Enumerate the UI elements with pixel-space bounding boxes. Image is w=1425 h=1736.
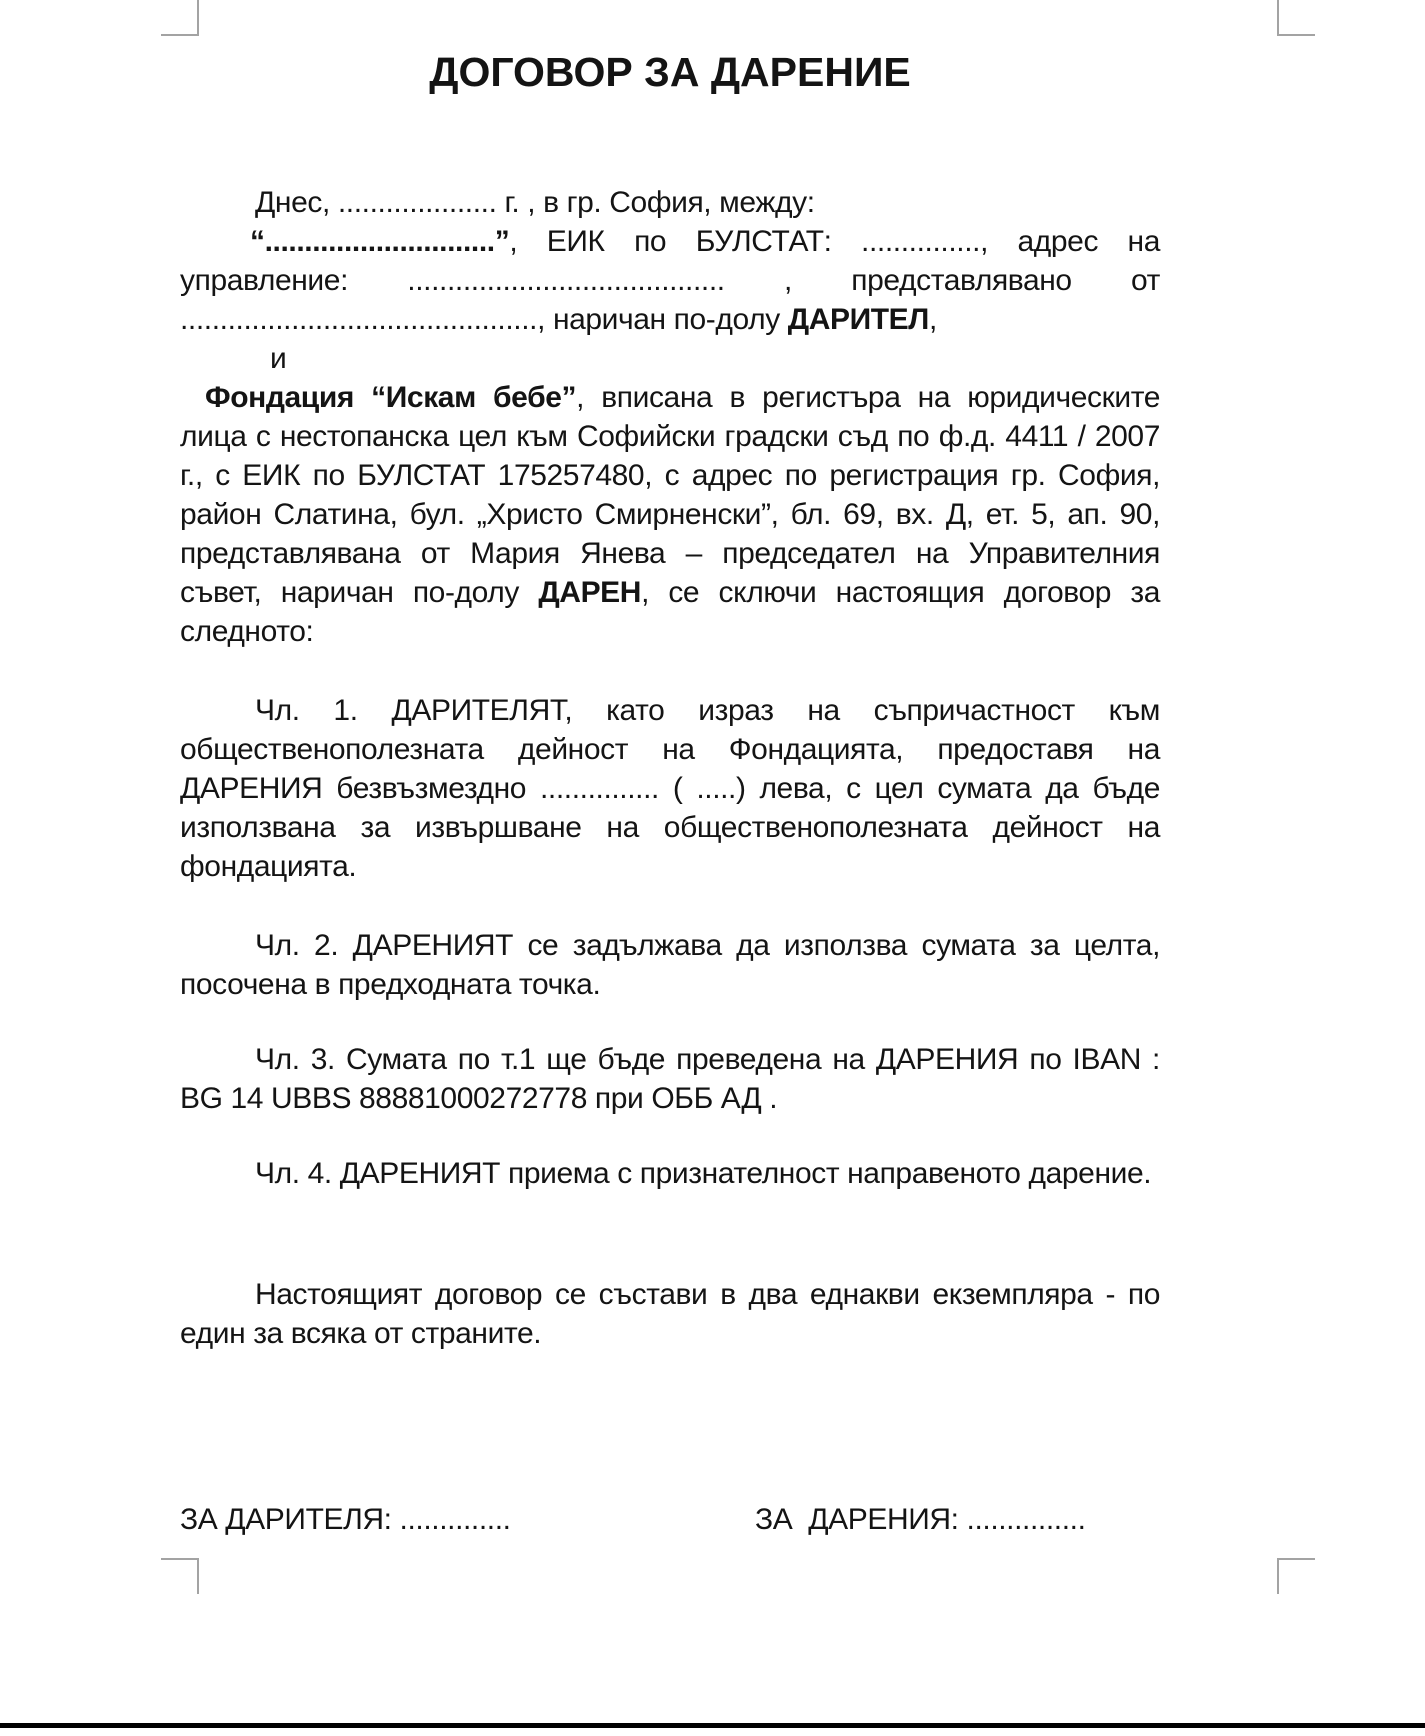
signature-donee: ЗА ДАРЕНИЯ: ............... xyxy=(755,1503,1086,1537)
daren-term: ДАРЕН xyxy=(538,576,642,610)
article-1-text: Чл. 1. ДАРИТЕЛЯТ, като израз на съпричастност към общественополезната дейност на Фондацията, предоставя на ДАРЕНИЯ безвъзмездно ............... ( .....) лева, с цел сумата да бъде използвана за извършване на общественополезната дейност на фондацията. xyxy=(180,694,1160,884)
paragraph-article-4 xyxy=(180,1154,1160,1193)
page-title: ДОГОВОР ЗА ДАРЕНИЕ xyxy=(429,49,911,95)
conjunction-text: и xyxy=(270,342,287,376)
paragraph-donor xyxy=(180,222,1160,339)
paragraph-closing xyxy=(180,1275,1160,1353)
article-4-text: Чл. 4. ДАРЕНИЯТ приема с признателност направеното дарение. xyxy=(255,1157,1152,1191)
paragraph-conjunction xyxy=(180,339,1160,378)
article-2-text: Чл. 2. ДАРЕНИЯТ се задължава да използва сумата за целта, посочена в предходната точка. xyxy=(180,929,1160,1002)
foundation-details-text: , вписана в регистъра на юридическите лица с нестопанска цел към Софийски градски съд по ф.д. 4411 / 2007 г., с ЕИК по БУЛСТАТ 175257480, с адрес по регистрация гр. София, район Слатина, бул. „Христо Смирненски”, бл. 69, вх. Д, ет. 5, ап. 90, представлявана от Мария Янева – председател на Управителния съвет, наричан по-долу xyxy=(180,381,1160,610)
signature-row xyxy=(180,1503,1160,1548)
donor-tail-text: , xyxy=(928,303,937,337)
donor-quote-blank: “.............................” xyxy=(250,225,510,259)
crop-mark-bottom-left-icon xyxy=(161,1558,199,1594)
paragraph-article-1 xyxy=(180,691,1160,886)
donor-details-text: , ЕИК по БУЛСТАТ: ..............., адрес на управление: ........................................ , представлявано от ............................................., наричан по-долу xyxy=(180,225,1160,337)
crop-mark-bottom-right-icon xyxy=(1277,1558,1315,1594)
article-3-text: Чл. 3. Сумата по т.1 ще бъде преведена на ДАРЕНИЯ по IBAN : BG 14 UBBS 88881000272778 при ОББ АД . xyxy=(180,1043,1160,1116)
paragraph-foundation xyxy=(180,378,1160,651)
crop-mark-top-right-icon xyxy=(1277,0,1315,36)
paragraph-date-line xyxy=(180,183,1160,222)
paragraph-article-3 xyxy=(180,1040,1160,1118)
date-line-text: Днес, .................... г. , в гр. София, между: xyxy=(255,186,815,220)
foundation-tail-text: , се сключи настоящия договор за следното: xyxy=(180,576,1160,649)
bottom-divider xyxy=(0,1723,1425,1728)
donor-term: ДАРИТЕЛ xyxy=(787,303,929,337)
closing-text: Настоящият договор се състави в два еднакви екземпляра - по един за всяка от страните. xyxy=(180,1278,1160,1351)
signature-donor: ЗА ДАРИТЕЛЯ: .............. xyxy=(180,1503,511,1537)
paragraph-article-2 xyxy=(180,926,1160,1004)
foundation-name: Фондация “Искам бебе” xyxy=(205,381,577,415)
document-body xyxy=(180,0,1160,1548)
